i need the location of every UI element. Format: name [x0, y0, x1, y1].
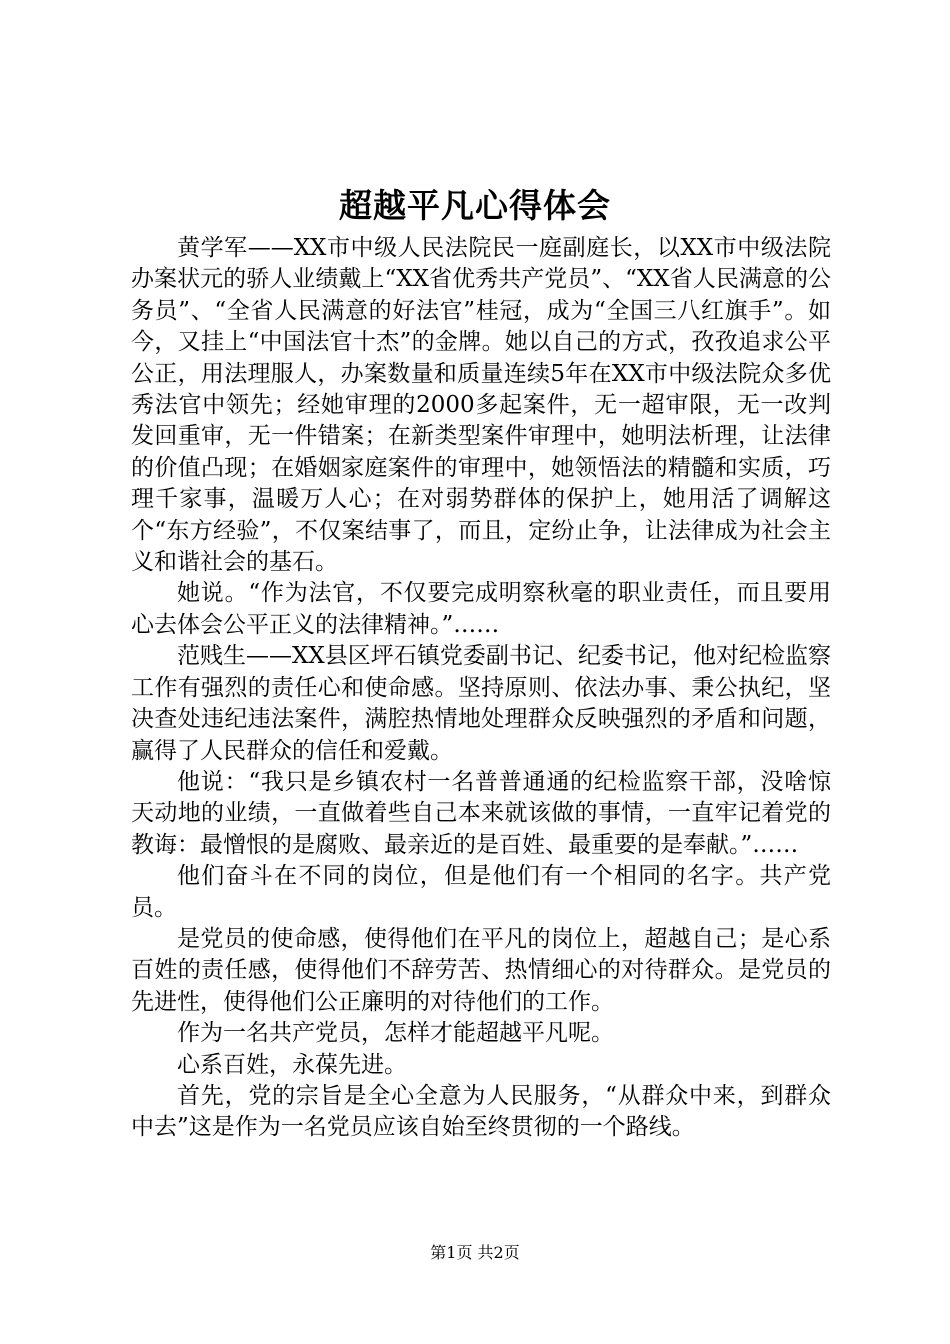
- paragraph-8: 心系百姓，永葆先进。: [177, 1051, 407, 1078]
- paragraph-4: 他说：“我只是乡镇农村一名普普通通的纪检监察干部，没啥惊天动地的业绩，一直做着些自己本来就该做的事情，一直牢记着党的教诲：最憎恨的是腐败、最亲近的是百姓、最重要的是奉献。”……: [131, 768, 831, 858]
- paragraph-3: 范贱生——XX县区坪石镇党委副书记、纪委书记，他对纪检监察工作有强烈的责任心和使命感。坚持原则、依法办事、秉公执纪，坚决查处违纪违法案件，满腔热情地处理群众反映强烈的矛盾和问题，赢得了人民群众的信任和爱戴。: [131, 643, 831, 764]
- document-body: [131, 233, 831, 1144]
- paragraph-5: 他们奋斗在不同的岗位，但是他们有一个相同的名字。共产党员。: [131, 863, 831, 921]
- paragraph-7: 作为一名共产党员，怎样才能超越平凡呢。: [177, 1020, 614, 1047]
- paragraph-6: 是党员的使命感，使得他们在平凡的岗位上，超越自己；是心系百姓的责任感，使得他们不辞劳苦、热情细心的对待群众。是党员的先进性，使得他们公正廉明的对待他们的工作。: [131, 925, 831, 1015]
- page-number-footer: 第1页 共2页: [430, 1243, 520, 1262]
- paragraph-2: 她说。“作为法官，不仅要完成明察秋毫的职业责任，而且要用心去体会公平正义的法律精神。”……: [131, 580, 831, 638]
- paragraph-1: 黄学军——XX市中级人民法院民一庭副庭长，以XX市中级法院办案状元的骄人业绩戴上“XX省优秀共产党员”、“XX省人民满意的公务员”、“全省人民满意的好法官”桂冠，成为“全国三八红旗手”。如今，又挂上“中国法官十杰”的金牌。她以自己的方式，孜孜追求公平公正，用法理服人，办案数量和质量连续5年在XX市中级法院众多优秀法官中领先；经她审理的2000多起案件，无一超审限，无一改判发回重审，无一件错案；在新类型案件审理中，她明法析理，让法律的价值凸现；在婚姻家庭案件的审理中，她领悟法的精髓和实质，巧理千家事，温暖万人心；在对弱势群体的保护上，她用活了调解这个“东方经验”，不仅案结事了，而且，定纷止争，让法律成为社会主义和谐社会的基石。: [131, 235, 831, 576]
- paragraph-9: 首先，党的宗旨是全心全意为人民服务，“从群众中来，到群众中去”这是作为一名党员应该自始至终贯彻的一个路线。: [131, 1082, 831, 1141]
- document-title: 超越平凡心得体会: [339, 186, 611, 225]
